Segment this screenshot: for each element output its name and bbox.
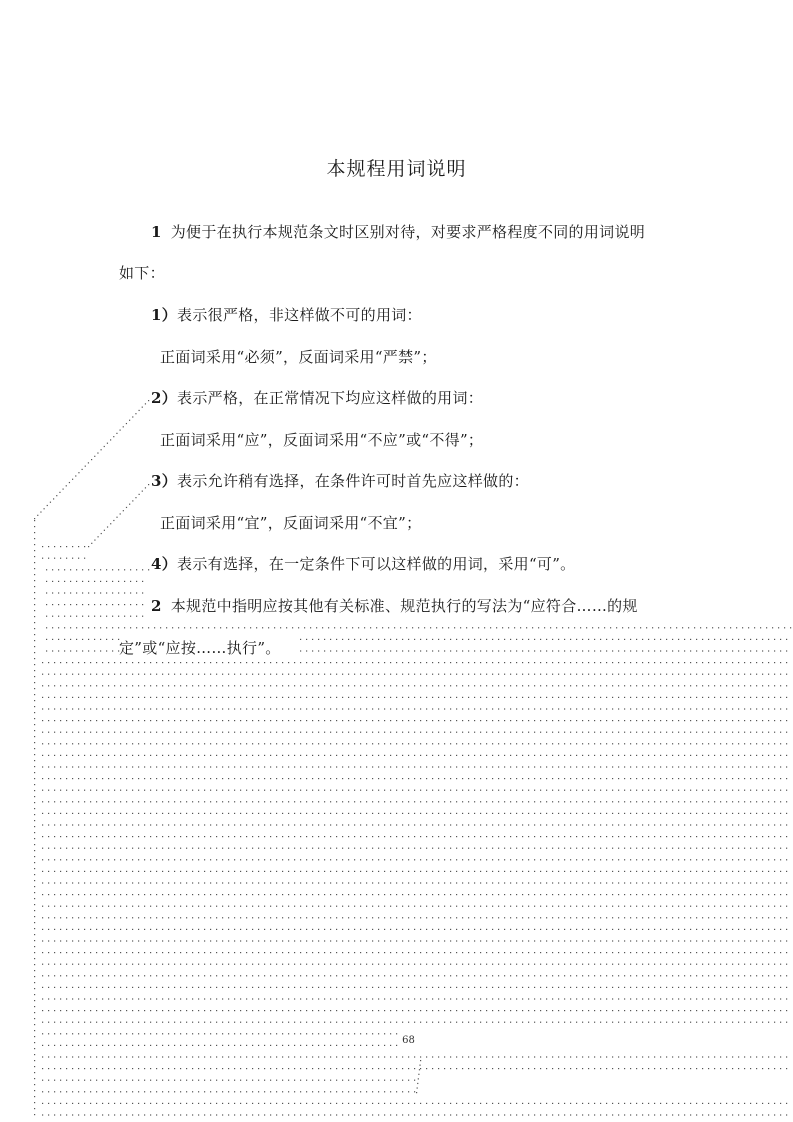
paragraph-1-line-1 [151,222,645,242]
list-item-3-number: 3） [151,472,178,490]
list-item-2-number: 2） [151,389,178,407]
paragraph-2-line-2: 定”或“应按……执行”。 [119,639,281,657]
paragraph-1-number: 1 [151,223,162,241]
list-item-4-text: 表示有选择，在一定条件下可以这样做的用词，采用“可”。 [177,555,576,573]
list-item-1 [151,305,422,325]
list-item-4 [151,554,576,574]
list-item-2-detail: 正面词采用“应”，反面词采用“不应”或“不得”； [160,431,484,449]
paragraph-2-number: 2 [151,597,162,615]
list-item-4-number: 4） [151,555,178,573]
page-title: 本规程用词说明 [326,158,467,180]
paragraph-1-line-2: 如下： [119,264,165,282]
list-item-3-text: 表示允许稍有选择，在条件许可时首先应这样做的： [177,472,529,490]
list-item-3 [151,471,529,491]
paragraph-2-text: 本规范中指明应按其他有关标准、规范执行的写法为“应符合……的规 [170,597,638,615]
list-item-2-text: 表示严格，在正常情况下均应这样做的用词： [177,389,484,407]
paragraph-2-line-1 [151,596,638,616]
list-item-1-detail: 正面词采用“必须”，反面词采用“严禁”； [160,348,437,366]
paragraph-1-text: 为便于在执行本规范条文时区别对待，对要求严格程度不同的用词说明 [170,223,646,241]
list-item-1-text: 表示很严格，非这样做不可的用词： [177,306,422,324]
list-item-2 [151,388,483,408]
list-item-1-number: 1） [151,306,178,324]
list-item-3-detail: 正面词采用“宜”，反面词采用“不宜”； [160,514,422,532]
page-number: 68 [402,1035,415,1046]
